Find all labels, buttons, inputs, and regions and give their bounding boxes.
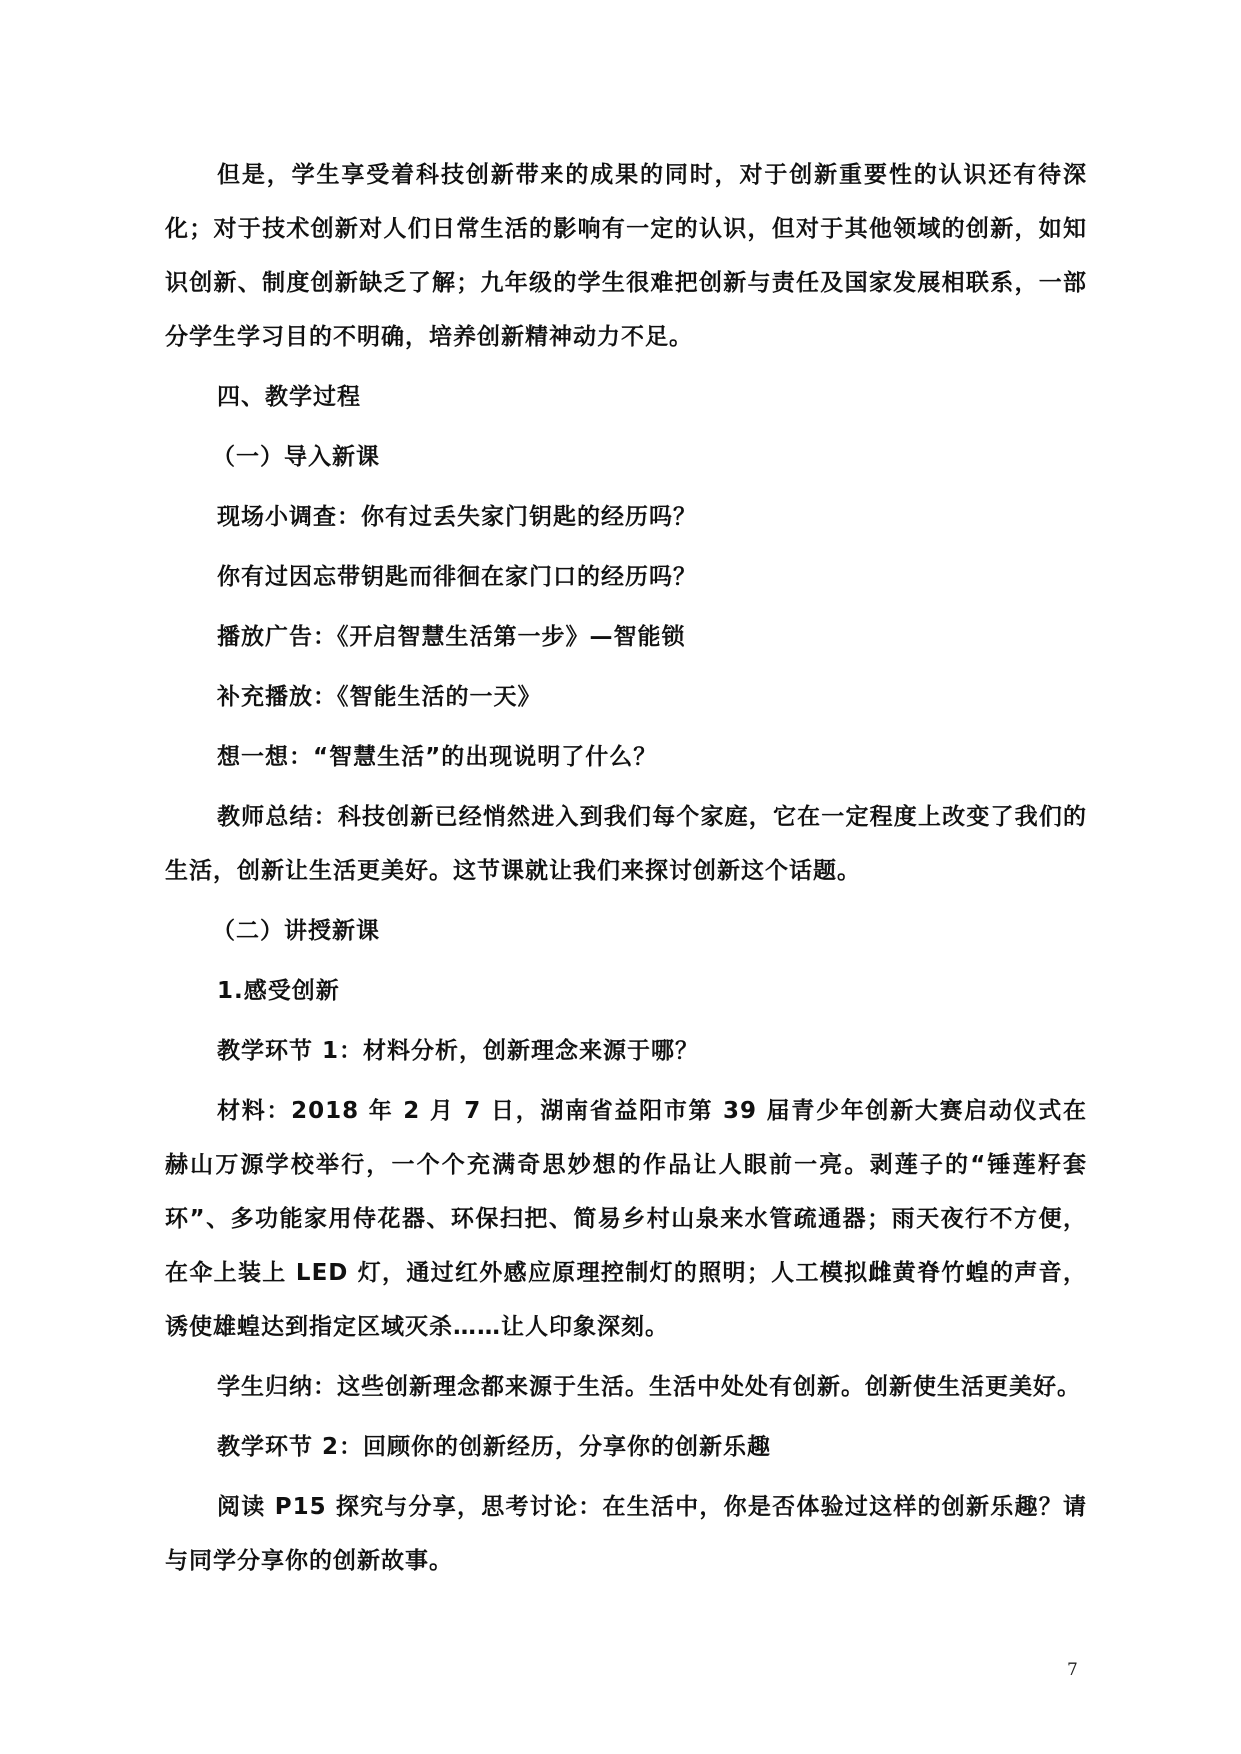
paragraph-material: 材料：2018 年 2 月 7 日，湖南省益阳市第 39 届青少年创新大赛启动仪式在赫山万源学校举行，一个个充满奇思妙想的作品让人眼前一亮。剥莲子的“锤莲籽套环”、多功能家用侍花器、环保扫把、简易乡村山泉来水管疏通器；雨天夜行不方便，在伞上装上 LED 灯，通过红外感应原理控制灯的照明；人工模拟雌黄脊竹蝗的声音，诱使雄蝗达到指定区域灭杀……让人印象深刻。 <box>165 1098 1087 1340</box>
page-number: 7 <box>1067 1660 1078 1680</box>
paragraph-reading: 阅读 P15 探究与分享，思考讨论：在生活中，你是否体验过这样的创新乐趣？请与同学分享你的创新故事。 <box>165 1494 1087 1574</box>
paragraph-survey: 现场小调查：你有过丢失家门钥匙的经历吗？ <box>217 504 697 530</box>
subsection-heading-intro: （一）导入新课 <box>212 444 380 470</box>
page-content <box>165 148 1087 1594</box>
subsection-heading-new-lesson: （二）讲授新课 <box>212 918 380 944</box>
paragraph-ad: 播放广告：《开启智慧生活第一步》—智能锁 <box>217 624 686 650</box>
paragraph-feel-innovation: 1.感受创新 <box>217 978 340 1004</box>
paragraph-student-summary: 学生归纳：这些创新理念都来源于生活。生活中处处有创新。创新使生活更美好。 <box>217 1374 1081 1400</box>
paragraph-survey-2: 你有过因忘带钥匙而徘徊在家门口的经历吗？ <box>217 564 697 590</box>
paragraph-step-2: 教学环节 2：回顾你的创新经历，分享你的创新乐趣 <box>217 1434 772 1460</box>
paragraph-step-1: 教学环节 1：材料分析，创新理念来源于哪？ <box>217 1038 700 1064</box>
paragraph-think: 想一想：“智慧生活”的出现说明了什么？ <box>217 744 658 770</box>
section-heading-teaching-process: 四、教学过程 <box>217 384 361 410</box>
paragraph-student-analysis: 但是，学生享受着科技创新带来的成果的同时，对于创新重要性的认识还有待深化；对于技术创新对人们日常生活的影响有一定的认识，但对于其他领域的创新，如知识创新、制度创新缺乏了解；九年级的学生很难把创新与责任及国家发展相联系，一部分学生学习目的不明确，培养创新精神动力不足。 <box>165 162 1087 350</box>
paragraph-supplement: 补充播放：《智能生活的一天》 <box>217 684 542 710</box>
paragraph-teacher-summary: 教师总结：科技创新已经悄然进入到我们每个家庭，它在一定程度上改变了我们的生活，创新让生活更美好。这节课就让我们来探讨创新这个话题。 <box>165 804 1087 884</box>
